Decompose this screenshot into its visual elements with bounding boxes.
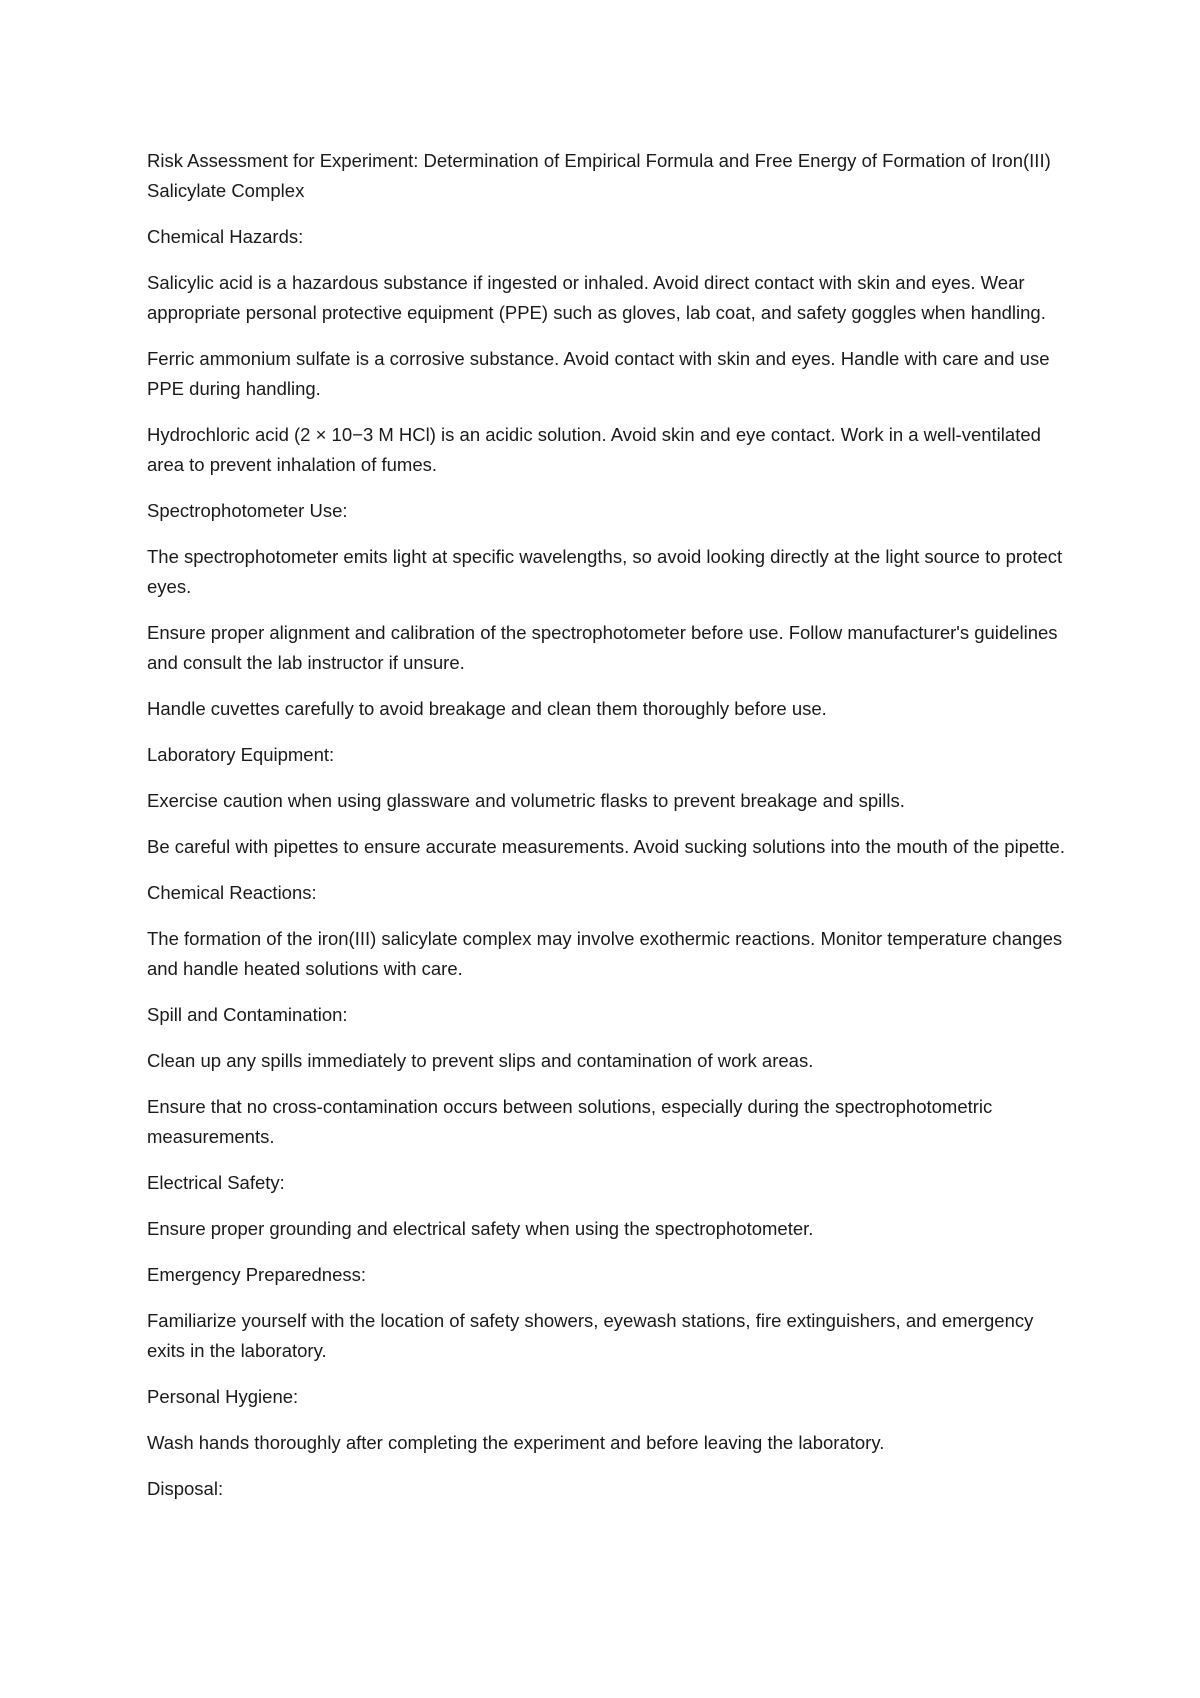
paragraph-glassware: Exercise caution when using glassware and volumetric flasks to prevent breakage and spills.	[147, 790, 905, 811]
section-heading-personal-hygiene: Personal Hygiene:	[147, 1386, 299, 1407]
section-heading-spill-contamination: Spill and Contamination:	[147, 1004, 348, 1025]
paragraph-pipettes: Be careful with pipettes to ensure accurate measurements. Avoid sucking solutions into the mouth of the pipette.	[147, 836, 1065, 857]
document-body	[147, 146, 1072, 1520]
paragraph-ferric-ammonium-sulfate: Ferric ammonium sulfate is a corrosive substance. Avoid contact with skin and eyes. Handle with care and use PPE during handling.	[147, 348, 1050, 399]
paragraph-spills: Clean up any spills immediately to prevent slips and contamination of work areas.	[147, 1050, 814, 1071]
paragraph-grounding: Ensure proper grounding and electrical safety when using the spectrophotometer.	[147, 1218, 814, 1239]
paragraph-hydrochloric-acid: Hydrochloric acid (2 × 10−3 M HCl) is an acidic solution. Avoid skin and eye contact. Work in a well-ventilated area to prevent inhalation of fumes.	[147, 424, 1041, 475]
section-heading-spectrophotometer-use: Spectrophotometer Use:	[147, 500, 348, 521]
section-heading-chemical-reactions: Chemical Reactions:	[147, 882, 317, 903]
paragraph-light-source: The spectrophotometer emits light at specific wavelengths, so avoid looking directly at the light source to protect eyes.	[147, 546, 1063, 597]
paragraph-exothermic: The formation of the iron(III) salicylate complex may involve exothermic reactions. Monitor temperature changes and handle heated solutions with care.	[147, 928, 1063, 979]
section-heading-disposal: Disposal:	[147, 1478, 224, 1499]
section-heading-electrical-safety: Electrical Safety:	[147, 1172, 285, 1193]
document-title: Risk Assessment for Experiment: Determination of Empirical Formula and Free Energy of Formation of Iron(III) Salicylate Complex	[147, 150, 1051, 201]
paragraph-safety-showers: Familiarize yourself with the location of safety showers, eyewash stations, fire extinguishers, and emergency exits in the laboratory.	[147, 1310, 1034, 1361]
section-heading-laboratory-equipment: Laboratory Equipment:	[147, 744, 335, 765]
section-heading-emergency-preparedness: Emergency Preparedness:	[147, 1264, 367, 1285]
paragraph-cross-contamination: Ensure that no cross-contamination occurs between solutions, especially during the spectrophotometric measurements.	[147, 1096, 993, 1147]
paragraph-salicylic-acid: Salicylic acid is a hazardous substance if ingested or inhaled. Avoid direct contact with skin and eyes. Wear appropriate personal protective equipment (PPE) such as gloves, lab coat, and safety goggles when handling.	[147, 272, 1046, 323]
paragraph-cuvettes: Handle cuvettes carefully to avoid breakage and clean them thoroughly before use.	[147, 698, 827, 719]
section-heading-chemical-hazards: Chemical Hazards:	[147, 226, 304, 247]
paragraph-alignment-calibration: Ensure proper alignment and calibration of the spectrophotometer before use. Follow manufacturer's guidelines and consult the lab instructor if unsure.	[147, 622, 1058, 673]
paragraph-wash-hands: Wash hands thoroughly after completing the experiment and before leaving the laboratory.	[147, 1432, 885, 1453]
